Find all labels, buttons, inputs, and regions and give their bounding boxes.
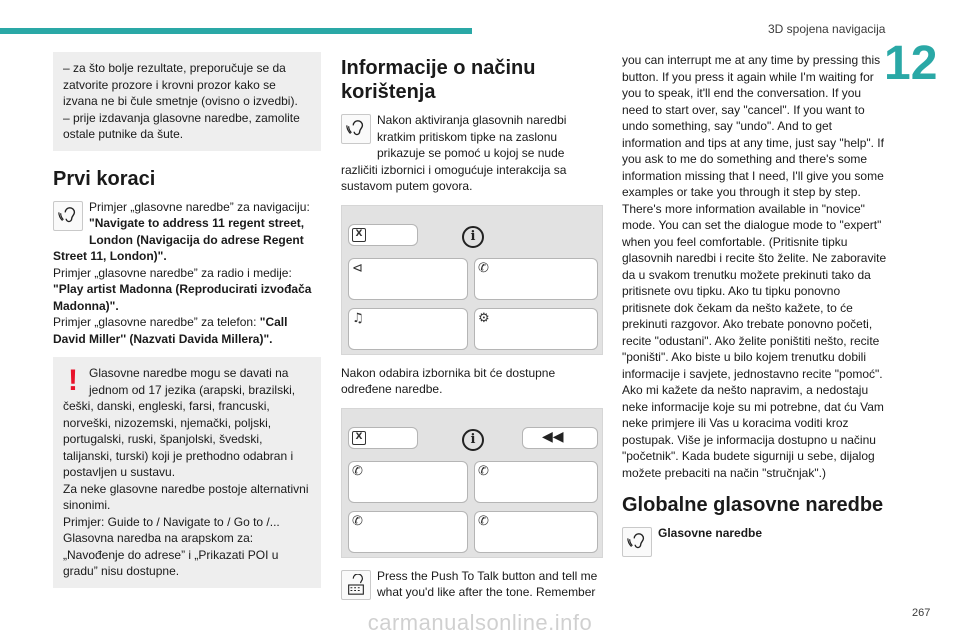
language-warning-box <box>53 357 321 588</box>
command-tile <box>474 461 598 503</box>
usage-para <box>341 112 603 195</box>
phone-icon: ✆ <box>478 463 489 479</box>
menu-commands-text: Nakon odabira izbornika bit će dostupne određene naredbe. <box>341 365 556 396</box>
close-icon: X <box>352 431 366 445</box>
info-icon: i <box>462 226 484 248</box>
warning-text: Glasovna naredba na arapskom za: „Navođenje do adrese” i „Prikazati POI u gradu” nisu dostupne. <box>63 531 279 578</box>
voice-command-icon <box>53 201 83 231</box>
dialogue-help-text: you can interrupt me at any time by pressing this button. If you press it again while I'm waiting for you to speak, it'll end the conversation. If you need to start over, say "cancel". If you want to undo something, say "undo". And to get information and tips at any time, just say "help". If you ask to me do something and there's some information missing that I need, I'll give you some examples or take you through it step by step. There's more information available in "novice" mode. You can set the dialogue mode to "expert" when you feel comfortable. (Pritisnite tipku glasovnih naredbi i recite što želite. Ne zaboravite da u svakom trenutku možete prekinuti tako da pritisnete ovu tipku. Ako tu tipku ponovno pritisnete dok čekam da nešto kažete, to će prekinuti razgovor. Ako trebate ponovno početi, recite "odustani". Ako želite poništiti nešto, recite "poništi". Ako biste u bilo kojem trenutku dobili informacije i savjete, jednostavno recite "pomoć". Ako mi kažete da nešto napravim, a nedostaju neke informacije koje su mi potrebne, dat ću Vam neke primjere ili Vas u koracima voditi kroz postupak. Više je informacija dostupno u načinu "početnik". Kada budete sigurniji u sebe, dijalog možete prebaciti na način "stručnjak".) <box>622 53 887 480</box>
column-3 <box>622 52 890 559</box>
command-tile <box>348 461 468 503</box>
radio-example-command: "Play artist Madonna (Reproducirati izvođača Madonna)". <box>53 282 312 313</box>
close-icon: X <box>352 228 366 242</box>
phone-icon: ✆ <box>352 463 363 479</box>
navigation-icon: ⊲ <box>352 260 363 276</box>
radio-example-prefix: Primjer „glasovne naredbe” za radio i medije: <box>53 265 292 280</box>
warning-text: Za neke glasovne naredbe postoje alternativni sinonimi. <box>63 481 309 512</box>
column-1 <box>53 52 321 588</box>
nav-example-command: "Navigate to address 11 regent street, London (Navigacija do adrese Regent Street 11, London)". <box>53 216 305 263</box>
voice-command-icon <box>622 527 652 557</box>
menu-tile-phone <box>474 258 598 300</box>
page-number: 267 <box>912 607 931 619</box>
voice-command-icon <box>341 114 371 144</box>
command-tile <box>474 511 598 553</box>
usage-text: Nakon aktiviranja glasovnih naredbi kratkim pritiskom tipke na zaslonu prikazuje se pomoć u kojoj se nude različiti izbornici i omogućuje interakcija sa sustavom putem govora. <box>341 113 567 193</box>
voice-commands-sub <box>622 525 890 542</box>
section-title: 3D spojena navigacija <box>768 22 886 36</box>
phone-icon: ✆ <box>478 260 489 276</box>
warning-text: Glasovne naredbe mogu se davati na jednom od 17 jezika (arapski, brazilski, češki, danski, engleski, farsi, francuski, norveški, nizozemski, njemački, poljski, portugalski, ruski, španjolski, švedski, talijanski, turski) koji je prethodno odabran i postavljen u sustavu. <box>63 366 296 479</box>
warning-icon: ! <box>68 364 78 397</box>
push-to-talk-para <box>341 568 603 601</box>
music-icon: ♫ <box>352 310 364 326</box>
watermark: carmanualsonline.info <box>367 610 593 635</box>
voice-help-screen-2 <box>341 408 603 558</box>
back-icon: ◀◀ <box>542 428 564 445</box>
nav-example-prefix: Primjer „glasovne naredbe” za navigaciju: <box>89 199 310 214</box>
settings-icon: ⚙ <box>478 310 490 326</box>
info-icon: i <box>462 429 484 451</box>
phone-example-command: "Call David Miller'' (Nazvati Davida Millera)". <box>53 315 288 346</box>
phone-icon: ✆ <box>478 513 489 529</box>
tip-line: – prije izdavanja glasovne naredbe, zamolite ostale putnike da šute. <box>63 110 300 141</box>
voice-help-screen-1 <box>341 205 603 355</box>
heading-global-voice-commands: Globalne glasovne naredbe <box>622 494 884 516</box>
menu-tile-navigation <box>348 258 468 300</box>
chapter-number: 12 <box>884 37 938 90</box>
tip-line: – za što bolje rezultate, preporučuje se da zatvorite prozore i krovni prozor kako se izvana ne bi čule smetnje (ovisno o izvedbi). <box>63 61 298 108</box>
voice-commands-label: Glasovne naredbe <box>658 526 763 540</box>
warning-text: Primjer: Guide to / Navigate to / Go to /... <box>63 514 280 529</box>
phone-example-prefix: Primjer „glasovne naredbe” za telefon: <box>53 315 260 329</box>
column-2 <box>341 52 603 602</box>
push-to-talk-text: Press the Push To Talk button and tell me what you'd like after the tone. Remember <box>377 568 598 599</box>
menu-tile-settings <box>474 308 598 350</box>
heading-usage-info: Informacije o načinu korištenja <box>341 57 536 103</box>
intro-tips-box <box>53 52 321 151</box>
phone-icon: ✆ <box>352 513 363 529</box>
examples-block <box>53 199 321 348</box>
header-accent-bar <box>0 28 472 34</box>
command-tile <box>348 511 468 553</box>
heading-first-steps: Prvi koraci <box>53 167 156 190</box>
menu-tile-media <box>348 308 468 350</box>
keypad-icon <box>341 570 371 600</box>
